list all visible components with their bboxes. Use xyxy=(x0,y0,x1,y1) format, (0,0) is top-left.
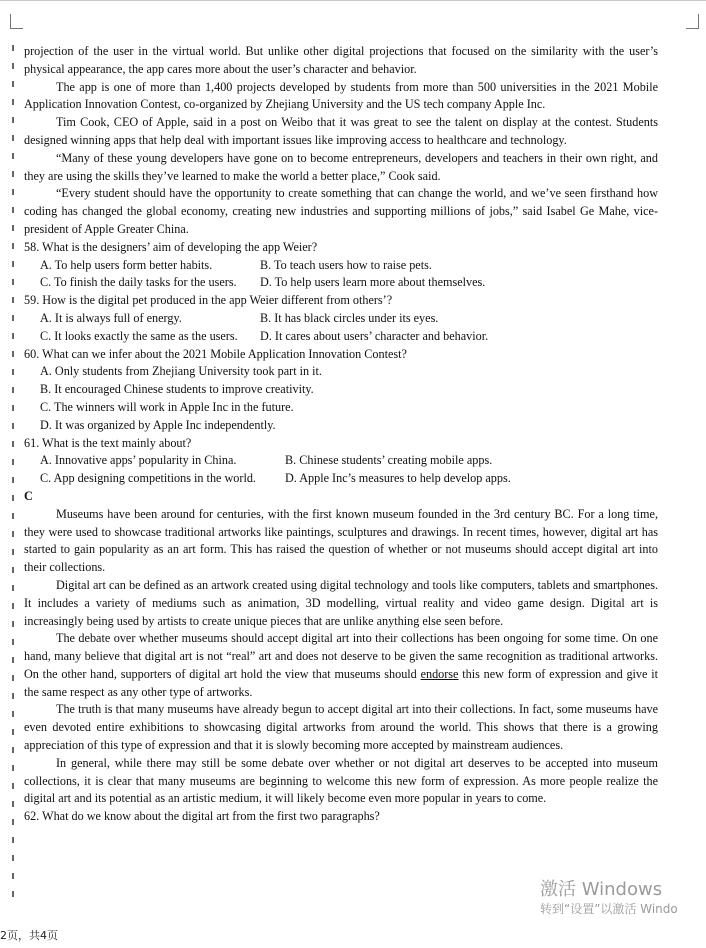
paragraph: Museums have been around for centuries, with the first known museum founded in the 3rd century BC. For a long time, they were used to showcase traditional artworks like paintings, sculptures and drawings. In recent times, however, digital art has started to gain popularity as an art form. This has raised the question of whether or not museums should accept digital art into their collections. xyxy=(24,506,658,575)
page-footer: 2页，共4页 xyxy=(0,929,58,942)
question-61-options-row2 xyxy=(24,470,658,488)
option-a: A. Only students from Zhejiang University took part in it. xyxy=(40,364,322,379)
option-c: C. App designing competitions in the world. xyxy=(40,471,256,486)
option-d: D. It cares about users’ character and behavior. xyxy=(260,328,489,343)
question-58-stem: 58. What is the designers’ aim of developing the app Weier? xyxy=(24,239,318,254)
question-58-options-row2 xyxy=(24,274,658,292)
option-c: C. To finish the daily tasks for the users. xyxy=(40,275,237,290)
question-60-stem: 60. What can we infer about the 2021 Mobile Application Innovation Contest? xyxy=(24,346,407,361)
question-61-options-row1 xyxy=(24,452,658,470)
underlined-word: endorse xyxy=(420,666,459,681)
paragraph-text: The debate over whether museums should accept digital art into their collections has been ongoing for some time. On one hand, many believe that digital art is not “real” art and does not deserve to be given the same recognition as traditional artworks. On the other hand, supporters of digital art hold the view that museums should xyxy=(24,631,658,681)
paragraph: The truth is that many museums have already begun to accept digital art into their collections. In fact, some museums have even devoted entire exhibitions to showcasing digital artworks from around the world. This shows that there is a growing appreciation of this type of expression and that it is slowly becoming more accepted by mainstream audiences. xyxy=(24,702,658,753)
question-58-options-row1 xyxy=(24,257,658,275)
activation-watermark-subtitle: 转到“设置”以激活 Windo xyxy=(540,902,678,916)
question-59-stem: 59. How is the digital pet produced in the app Weier different from others’? xyxy=(24,293,393,308)
option-a: A. Innovative apps’ popularity in China. xyxy=(40,453,237,468)
option-c: C. It looks exactly the same as the users. xyxy=(40,328,238,343)
option-b: B. Chinese students’ creating mobile apps. xyxy=(285,453,493,468)
section-heading: C xyxy=(24,488,33,503)
paragraph: Tim Cook, CEO of Apple, said in a post on Weibo that it was great to see the talent on display at the contest. Students designed winning apps that help deal with important issues like improving access to healthcare and technology. xyxy=(24,115,658,147)
binding-margin-dashes xyxy=(12,45,16,915)
paragraph: The app is one of more than 1,400 projects developed by students from more than 500 universities in the 2021 Mobile Application Innovation Contest, co-organized by Zhejiang University and the US tech company Apple Inc. xyxy=(24,79,658,112)
option-c: C. The winners will work in Apple Inc in the future. xyxy=(40,399,294,414)
option-d: D. To help users learn more about themselves. xyxy=(260,275,486,290)
question-62-stem: 62. What do we know about the digital art from the first two paragraphs? xyxy=(24,809,380,824)
question-61-stem: 61. What is the text mainly about? xyxy=(24,435,192,450)
paragraph: “Every student should have the opportunity to create something that can change the world, and we’ve seen firsthand how coding has changed the global economy, creating new industries and supporting millions of jobs,” said Isabel Ge Mahe, vice-president of Apple Greater China. xyxy=(24,186,658,236)
question-59-options-row2 xyxy=(24,328,658,346)
page-content xyxy=(24,43,658,826)
question-59-options-row1 xyxy=(24,310,658,328)
paragraph: “Many of these young developers have gone on to become entrepreneurs, developers and teachers in their own right, and they are using the skills they’ve learned to make the world a better place,” Cook said. xyxy=(24,150,658,183)
paragraph: projection of the user in the virtual world. But unlike other digital projections that focused on the similarity with the user’s physical appearance, the app cares more about the user’s character and behavior. xyxy=(24,44,658,76)
crop-mark-left xyxy=(10,14,23,29)
option-b: B. To teach users how to raise pets. xyxy=(260,257,432,272)
option-b: B. It encouraged Chinese students to improve creativity. xyxy=(40,382,314,397)
crop-mark-right xyxy=(686,14,699,29)
paragraph: In general, while there may still be some debate over whether or not digital art deserves to be accepted into museum collections, it is clear that many museums are beginning to welcome this new form of expression. As more people realize the digital art and its potential as an artistic medium, it will likely become even more popular in years to come. xyxy=(24,755,658,806)
activation-watermark-title: 激活 Windows xyxy=(540,879,663,900)
paragraph-text: this new form of expression and give it the same respect as any other type of artworks. xyxy=(24,666,658,699)
option-b: B. It has black circles under its eyes. xyxy=(260,310,439,325)
paragraph-debate xyxy=(24,630,658,701)
option-a: A. To help users form better habits. xyxy=(40,257,213,272)
paragraph: Digital art can be defined as an artwork created using digital technology and tools like computers, tablets and smartphones. It includes a variety of mediums such as animation, 3D modelling, virtual reality and video game design. Digital art is increasingly being used by artists to create unique pieces that are unlike anything else seen before. xyxy=(24,577,658,628)
option-d: D. Apple Inc’s measures to help develop apps. xyxy=(285,471,511,486)
option-d: D. It was organized by Apple Inc independently. xyxy=(40,417,276,432)
option-a: A. It is always full of energy. xyxy=(40,310,182,325)
page-top-rule xyxy=(0,0,706,1)
